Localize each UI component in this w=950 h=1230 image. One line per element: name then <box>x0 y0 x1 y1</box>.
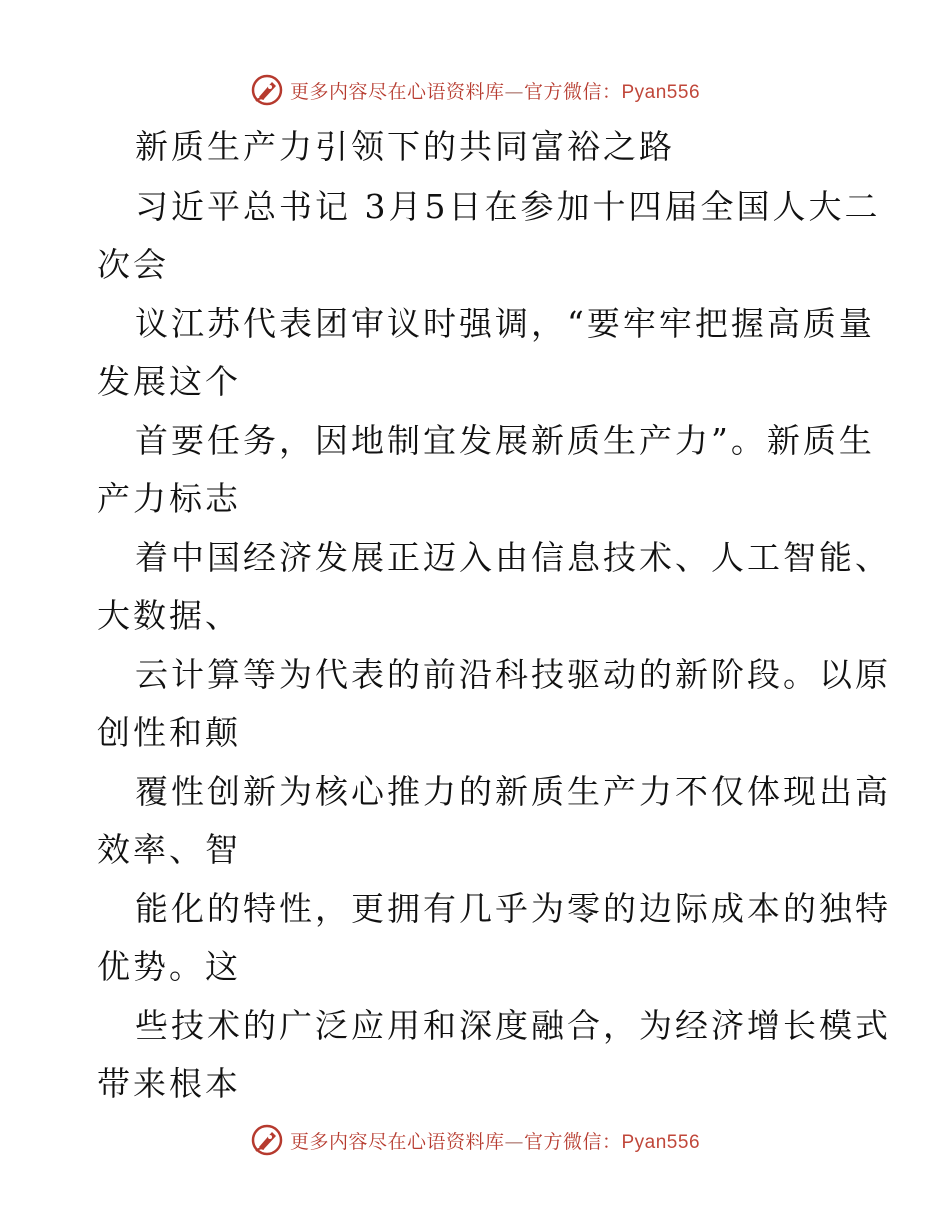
text-line: 带来根本 <box>97 1064 241 1103</box>
text-line: 着中国经济发展正迈入由信息技术、人工智能、 <box>135 538 891 577</box>
document-title: 新质生产力引领下的共同富裕之路 <box>135 127 675 166</box>
text-line: 能化的特性，更拥有几乎为零的边际成本的独特 <box>135 889 891 928</box>
text-line: 首要任务，因地制宜发展新质生产力”。新质生 <box>135 421 875 460</box>
pen-nib-logo-icon <box>250 1123 284 1157</box>
text-line: 优势。这 <box>97 947 241 986</box>
text-line: 次会 <box>97 245 169 284</box>
watermark-dash: — <box>504 1130 524 1153</box>
watermark-main: 更多内容尽在心语资料库 <box>289 1130 505 1153</box>
watermark-text <box>290 1127 700 1154</box>
text-line: 议江苏代表团审议时强调，“要牢牢把握高质量 <box>135 304 875 343</box>
text-line: 效率、智 <box>97 830 241 869</box>
watermark-wechat-id: Pyan556 <box>621 1131 701 1153</box>
watermark-main: 更多内容尽在心语资料库 <box>289 80 505 103</box>
pen-nib-logo-icon <box>250 73 284 107</box>
header-watermark <box>0 70 950 110</box>
text-line: 创性和颠 <box>97 713 241 752</box>
watermark-dash: — <box>504 80 524 103</box>
text-line: 些技术的广泛应用和深度融合，为经济增长模式 <box>135 1006 891 1045</box>
watermark-group <box>250 1123 700 1157</box>
text-line: 覆性创新为核心推力的新质生产力不仅体现出高 <box>135 772 891 811</box>
text-line: 云计算等为代表的前沿科技驱动的新阶段。以原 <box>135 655 891 694</box>
text-line: 习近平总书记 3月5日在参加十四届全国人大二 <box>135 187 881 226</box>
watermark-wechat-id: Pyan556 <box>621 81 701 103</box>
watermark-text <box>290 77 700 104</box>
footer-watermark <box>0 1120 950 1160</box>
watermark-wechat-label: 官方微信： <box>523 80 622 103</box>
text-line: 大数据、 <box>97 596 241 635</box>
text-line: 发展这个 <box>97 362 241 401</box>
text-line: 产力标志 <box>97 479 241 518</box>
watermark-group <box>250 73 700 107</box>
watermark-wechat-label: 官方微信： <box>523 1130 622 1153</box>
